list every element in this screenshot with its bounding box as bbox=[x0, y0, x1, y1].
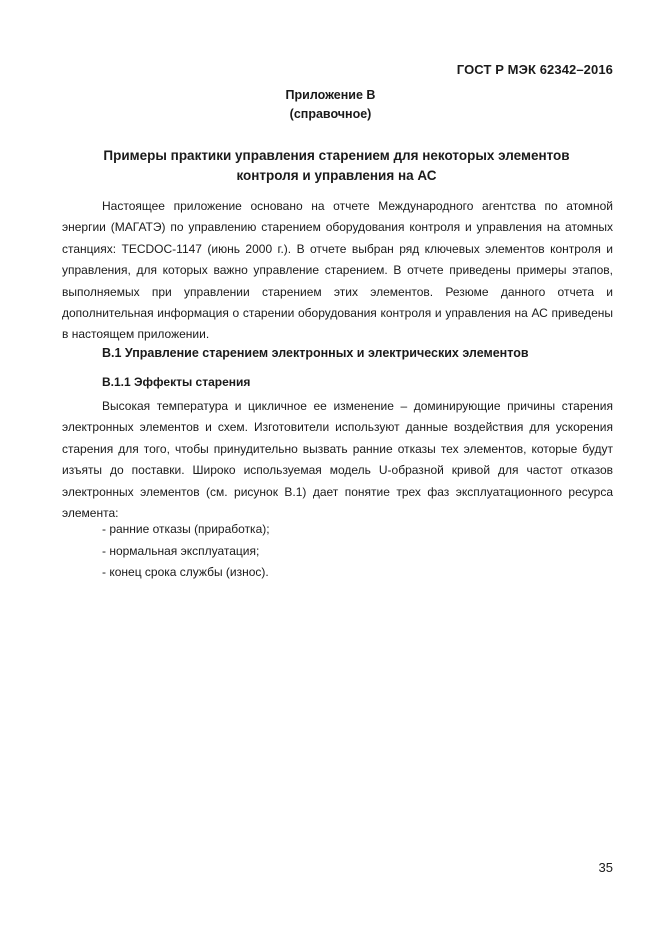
list-item: - ранние отказы (приработка); bbox=[102, 522, 270, 536]
aging-section bbox=[62, 396, 613, 524]
section-heading: В.1 Управление старением электронных и электрических элементов bbox=[102, 346, 529, 360]
list-item: - конец срока службы (износ). bbox=[102, 565, 269, 579]
main-title-line-2: контроля и управления на АС bbox=[236, 168, 437, 183]
intro-section bbox=[62, 196, 613, 346]
appendix-title: Приложение В bbox=[285, 88, 376, 102]
phase-list bbox=[102, 519, 270, 584]
main-title bbox=[60, 146, 613, 186]
intro-paragraph: Настоящее приложение основано на отчете Международного агентства по атомной энергии (МАГАТЭ) по управлению старением оборудования контроля и управления на атомных станциях: TECDOC-1147 (июнь 2000 г.). В отчете выбран ряд ключевых элементов контроля и управления, для которых важно управление старением. В отчете приведены примеры этапов, выполняемых при управлении старением этих элементов. Резюме данного отчета и дополнительная информация о старении оборудования контроля и управления на АС приведены в настоящем приложении. bbox=[62, 199, 613, 342]
page-number: 35 bbox=[598, 860, 613, 875]
appendix-heading bbox=[0, 86, 661, 124]
aging-paragraph: Высокая температура и цикличное ее изменение – доминирующие причины старения электронных элементов и схем. Изготовители используют данные воздействия для ускорения старения для того, чтобы принудительно вызвать ранние отказы тех элементов, которые будут изъяты до поставки. Широко используемая модель U-образной кривой для частот отказов электронных элементов (см. рисунок В.1) дает понятие трех фаз эксплуатационного ресурса элемента: bbox=[62, 399, 613, 521]
appendix-subtitle: (справочное) bbox=[289, 107, 372, 121]
standard-number: ГОСТ Р МЭК 62342–2016 bbox=[456, 62, 613, 77]
subsection-heading: В.1.1 Эффекты старения bbox=[102, 375, 251, 389]
main-title-line-1: Примеры практики управления старением для некоторых элементов bbox=[103, 148, 570, 163]
list-item: - нормальная эксплуатация; bbox=[102, 543, 260, 558]
